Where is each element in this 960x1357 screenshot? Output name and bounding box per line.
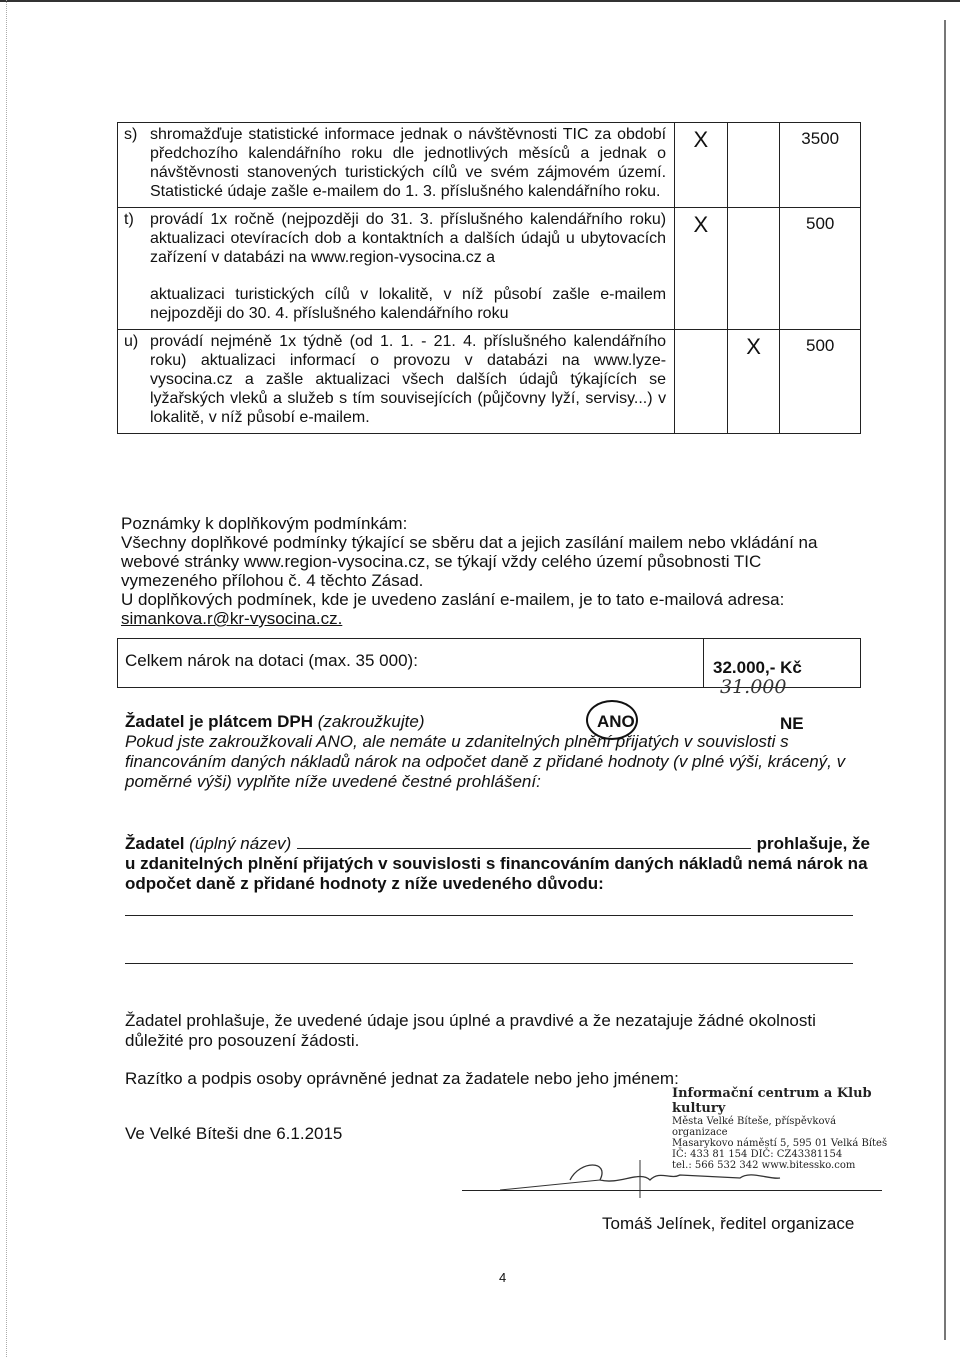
total-label: Celkem nárok na dotaci (max. 35 000): xyxy=(125,651,418,670)
declaration-section xyxy=(125,832,870,894)
cell-points: 3500 xyxy=(780,123,861,208)
declaration-hint: (úplný název) xyxy=(189,834,292,853)
dph-no-option[interactable]: NE xyxy=(780,714,804,733)
table-row xyxy=(118,123,861,208)
stamp-signature-label: Razítko a podpis osoby oprávněné jednat za žadatele nebo jeho jménem: xyxy=(125,1069,679,1088)
row-description xyxy=(118,208,675,330)
table-row xyxy=(118,330,861,434)
total-divider xyxy=(703,638,704,688)
row-description xyxy=(118,123,675,208)
handwritten-signature xyxy=(480,1150,840,1200)
email-link[interactable]: simankova.r@kr-vysocina.cz. xyxy=(121,609,343,628)
cell-col2: X xyxy=(727,330,780,434)
scan-edge-left xyxy=(6,0,7,1357)
notes-paragraph: Všechny doplňkové podmínky týkající se sběru dat a jejich zasílání mailem nebo vkládání na webové stránky www.region-vysocina.cz, se týkají vždy celého území působnosti TIC vymezeného přílohou č. 4 těchto Zásad. xyxy=(121,533,818,590)
cell-col2 xyxy=(727,208,780,330)
cell-col1: X xyxy=(675,123,728,208)
cell-points: 500 xyxy=(780,208,861,330)
organization-stamp: Informační centrum a Klub kultury Města Velké Bíteše, příspěvková organizace Masarykovo náměstí 5, 595 01 Velká Bíteš IČ: 433 81 154 DIČ: CZ43381154 tel.: 566 532 342 www.bitessko.com xyxy=(672,1086,888,1171)
dph-section xyxy=(125,712,885,792)
total-value: 32.000,- Kč xyxy=(713,658,802,677)
row-description xyxy=(118,330,675,434)
notes-section xyxy=(121,514,861,628)
page-number: 4 xyxy=(499,1270,507,1285)
final-statement: Žadatel prohlašuje, že uvedené údaje jsou úplné a pravdivé a že nezatajuje žádné okolnosti důležité pro posouzení žádosti. xyxy=(125,1011,816,1050)
dph-text: Pokud jste zakroužkovali ANO, ale nemáte u zdanitelných plnění přijatých v souvislosti s financováním daných nákladů nárok na odpočet daně z přidané hodnoty (v plné výši, krácený, v poměrné výši) vyplňte níže uvedené čestné prohlášení: xyxy=(125,732,846,791)
applicant-name-field[interactable] xyxy=(297,832,750,849)
row-label: t) xyxy=(124,211,134,228)
place-date: Ve Velké Bíteši dne 6.1.2015 xyxy=(125,1124,343,1143)
cell-points: 500 xyxy=(780,330,861,434)
row-text: provádí 1x ročně (nejpozději do 31. 3. příslušného kalendářního roku) aktualizaci otevíracích dob a kontaktních a dalších údajů u ubytovacích zařízení v databázi na www.region-vysocina.cz a aktualizaci turistických cílů v lokalitě, v níž působí zašle e-mailem nejpozději do 30. 4. příslušného kalendářního roku xyxy=(150,211,667,322)
row-label: s) xyxy=(124,126,138,143)
signature-line xyxy=(462,1190,882,1191)
notes-heading: Poznámky k doplňkovým podmínkám: xyxy=(121,514,408,533)
signatory-name: Tomáš Jelínek, ředitel organizace xyxy=(602,1214,855,1233)
cell-col1 xyxy=(675,330,728,434)
cell-col1: X xyxy=(675,208,728,330)
dph-title: Žadatel je plátcem DPH xyxy=(125,712,314,731)
table-row xyxy=(118,208,861,330)
scan-edge-top xyxy=(0,0,960,6)
scan-edge-right xyxy=(944,20,958,1340)
row-text-continued: aktualizaci turistických cílů v lokalitě, v níž působí zašle e-mailem nejpozději do 30. 4. příslušného kalendářního roku xyxy=(150,286,667,322)
declaration-tail: prohlašuje, že xyxy=(756,834,870,853)
handwritten-total: 31.000 xyxy=(720,676,787,698)
reason-line[interactable] xyxy=(125,915,853,916)
dph-title-hint: (zakroužkujte) xyxy=(317,712,425,731)
row-label: u) xyxy=(124,333,139,350)
row-text: provádí nejméně 1x týdně (od 1. 1. - 21. 4. příslušného kalendářního roku) aktualizaci informací o provozu v databázi na www.lyze-vysocina.cz a zašle aktualizaci všech dalších údajů týkajících se lyžařských vleků a služeb s tím souvisejících (půjčovny lyží, servisy...) v lokalitě, v níž působí e-mailem. xyxy=(150,333,667,426)
cell-col2 xyxy=(727,123,780,208)
declaration-body: u zdanitelných plnění přijatých v souvislosti s financováním daných nákladů nemá nárok na odpočet daně z přidané hodnoty z níže uvedeného důvodu: xyxy=(125,854,868,893)
notes-paragraph: U doplňkových podmínek, kde je uvedeno zaslání e-mailem, je to tato e-mailová adresa: xyxy=(121,590,785,609)
conditions-table xyxy=(117,122,861,434)
reason-line[interactable] xyxy=(125,963,853,964)
row-text: shromažďuje statistické informace jednak o návštěvnosti TIC za období předchozího kalendářního roku dle jednotlivých měsíců a jednak o návštěvnosti stanovených turistických cílů ve svém zájmovém území. Statistické údaje zašle e-mailem do 1. 3. příslušného kalendářního roku. xyxy=(150,126,667,200)
dph-yes-option[interactable]: ANO xyxy=(597,712,635,731)
declaration-label: Žadatel xyxy=(125,834,185,853)
